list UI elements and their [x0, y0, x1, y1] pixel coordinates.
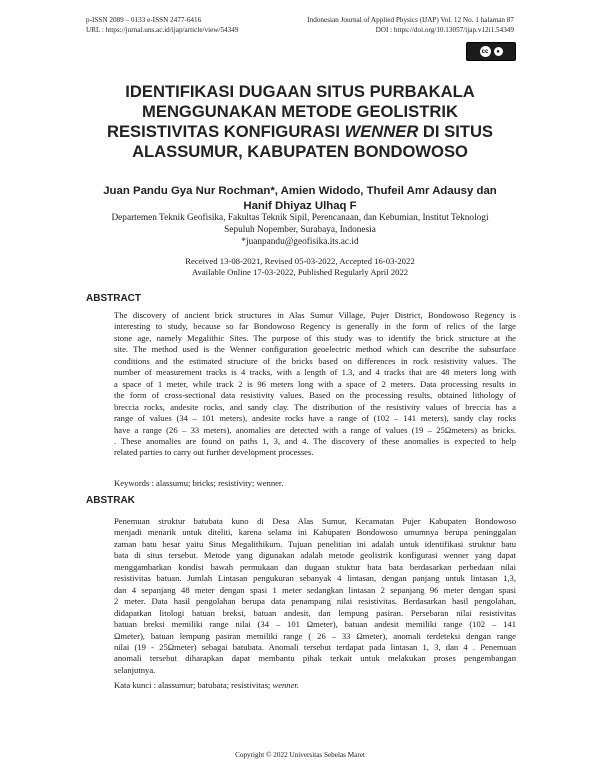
abstract-line: breccia rocks, andesite rocks, and sandy clay. The distribution of the resistivity values of breccia has a	[114, 401, 516, 412]
abstract-line: a space of 1 meter, while track 2 is 96 meters long with a space of 2 meters. Data processing results in	[114, 378, 516, 389]
abstrak-line: didapatkan litologi batuan breksi, batuan andesit, dan lempung pasiran. Persebaran nilai resistivitas	[114, 607, 516, 618]
abstrak-line: dan 4 sepanjang 48 meter dengan spasi 1 meter sedangkan lintasan 2 sepanjang 96 meter dengan spasi	[114, 584, 516, 595]
abstract-line: range of values (34 – 101 meters), andesite rocks have a range of (102 – 141 meters), sandy clay rocks	[114, 413, 516, 424]
abstrak-line: menggambarkan kondisi bawah permukaan dan dugaan stuktur bata bata berdasarkan perbedaan nilai	[114, 561, 516, 572]
abstract-line: conditions and the estimated structure of the bricks based on differences in rock resistivity values. The	[114, 355, 516, 366]
abstract-line: . These anomalies are found on paths 1, 3, and 4. The discovery of these anomalies is expected to help	[114, 435, 516, 446]
affiliation: Departemen Teknik Geofisika, Fakultas Teknik Sipil, Perencanaan, dan Kebumian, Institut Teknologi Sepuluh Nopember, Surabaya, Indonesia *juanpandu@geofisika.its.ac.id	[80, 212, 520, 248]
abstract-line: The discovery of ancient brick structures in Alas Sumur Village, Pujer District, Bondowoso Regency is	[114, 310, 516, 320]
abstrak-line: menjadi menarik untuk diteliti, karena selama ini Kabupaten Bondowoso umumnya berupa peninggalan	[114, 527, 516, 538]
abstract-line: interesting to study, because so far Bondowoso Regency is generally in the form of relics of the large	[114, 321, 516, 332]
abstrak-line: anomali tersebut diharapkan dapat membantu pihak terkait untuk melakukan proses pengembangan	[114, 653, 516, 664]
running-header-right	[307, 15, 514, 35]
abstrak-heading: ABSTRAK	[86, 495, 135, 506]
issn-text: p-ISSN 2089 – 0133 e-ISSN 2477-6416	[86, 16, 202, 24]
abstrak-line: 2 meter. Data hasil pengolahan berupa data penampang nilai resistivitas. Berdasarkan hasil pengolahan,	[114, 596, 516, 607]
abstrak-line: nilai (19 - 25Ωmeter) sebagai batubata. Anomali tersebut terdapat pada lintasan 1, 3, dan 4 . Penemuan	[114, 641, 516, 652]
abstrak-line: Penemuan struktur batubata kuno di Desa Alas Sumur, Kecamatan Pujer Kabupaten Bondowoso	[114, 516, 516, 526]
abstrak-line: bata di situs tersebut. Metode yang digunakan adalah metode geolistrik konfigurasi wenner yang dapat	[114, 550, 516, 561]
abstract-line: stone age, namely Megalithic Sites. The purpose of this study was to identify the brick structure at the	[114, 332, 516, 343]
abstract-heading: ABSTRACT	[86, 293, 141, 304]
abstrak-indonesian	[114, 516, 516, 676]
title-line-1: IDENTIFIKASI DUGAAN SITUS PURBAKALA	[125, 82, 475, 101]
article-dates: Received 13-08-2021, Revised 05-03-2022, Accepted 16-03-2022 Available Online 17-03-2022, Published Regularly April 2022	[185, 256, 415, 277]
copyright-footer: Copyright © 2022 Universitas Sebelas Maret	[235, 751, 365, 759]
keywords-indonesian: Kata kunci : alassumur; batubata; resistivitas; wenner.	[114, 680, 299, 690]
title-line-4: ALASSUMUR, KABUPATEN BONDOWOSO	[132, 142, 468, 161]
doi-link[interactable]: DOI : https://doi.org/10.13057/ijap.v12i1.54349	[375, 26, 514, 34]
abstract-line: number of measurement tracks is 4 tracks, with a length of 1.3, and 4 tracks that are 48 meters long with	[114, 367, 516, 378]
corresponding-email[interactable]: *juanpandu@geofisika.its.ac.id	[241, 237, 359, 247]
journal-info: Indonesian Journal of Applied Physics (IJAP) Vol. 12 No. 1 halaman 87	[307, 16, 514, 24]
cc-by-license-badge[interactable]	[466, 42, 516, 61]
author-list: Juan Pandu Gya Nur Rochman*, Amien Widodo, Thufeil Amr Adausy dan Hanif Dhiyaz Ulhaq F	[103, 185, 497, 212]
abstract-line: site. The method used is the Wenner configuration geoelectric method which can describe the subsurface	[114, 344, 516, 355]
running-header-left	[86, 15, 238, 35]
abstrak-line: zaman batu besar yaitu Situs Megalithikum. Tujuan penelitian ini adalah untuk identifikasi struktur batu	[114, 538, 516, 549]
abstrak-line: selanjutnya.	[114, 664, 156, 675]
article-url[interactable]: URL : https://jurnal.uns.ac.id/ijap/article/view/54349	[86, 26, 239, 34]
title-italic-wenner: WENNER	[344, 122, 419, 141]
abstrak-line: resistivitas batuan. Jumlah Lintasan pengukuran sebanyak 4 lintasan, dengan panjang untuk lintasan 1,3,	[114, 573, 516, 584]
abstract-line: the form of cross-sectional data resistivity values. Based on the processing results, obtained lithology of	[114, 390, 516, 401]
attribution-icon: ●	[494, 47, 503, 56]
creative-commons-icon: cc	[480, 46, 491, 57]
abstrak-line: batuan breksi memiliki range nilai (34 – 101 Ωmeter), batuan andesit memiliki range (102 – 141	[114, 619, 516, 630]
title-line-2: MENGGUNAKAN METODE GEOLISTRIK	[142, 102, 458, 121]
title-line-3: RESISTIVITAS KONFIGURASI WENNER DI SITUS	[107, 122, 493, 141]
abstract-english	[114, 310, 516, 459]
keywords-english: Keywords : alassumu; bricks; resistivity; wenner.	[114, 478, 284, 488]
abstrak-line: Ωmeter), batuan lempung pasiran memiliki range ( 26 – 33 Ωmeter), anomali terdeteksi dengan range	[114, 630, 516, 641]
abstract-line: have a range (26 – 33 meters), anomalies are detected with a range of values (19 – 25Ωmeters) as bricks.	[114, 424, 516, 435]
abstract-line: related parties to carry out further development processes.	[114, 447, 314, 458]
paper-title	[70, 82, 530, 162]
